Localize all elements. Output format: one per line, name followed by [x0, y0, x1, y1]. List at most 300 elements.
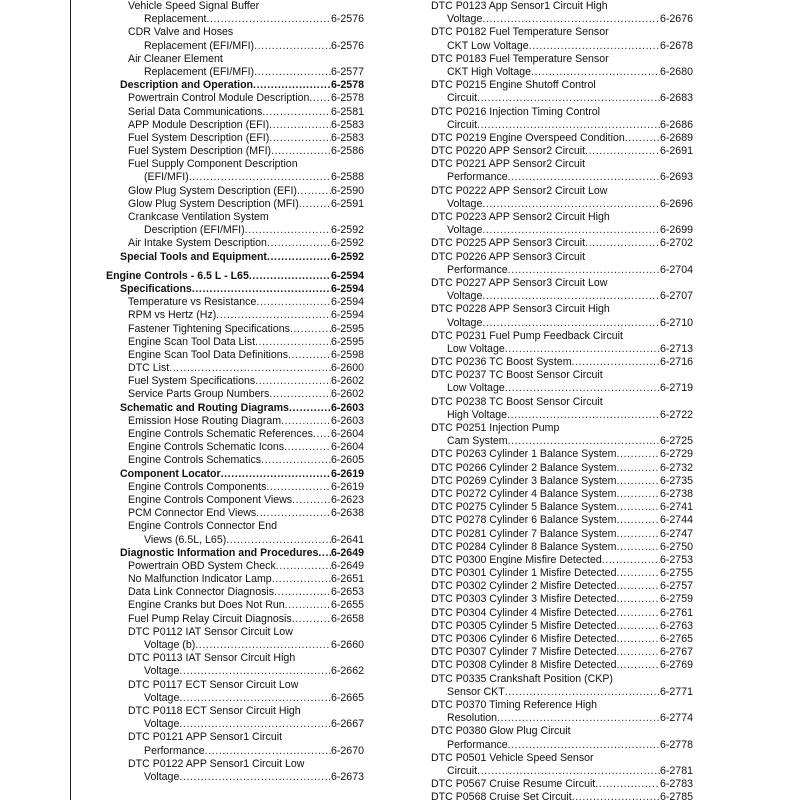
- toc-entry-title: CDR Valve and Hoses: [128, 26, 234, 39]
- margin-rule: [70, 0, 71, 800]
- dot-leader: [226, 534, 331, 547]
- toc-entry: [431, 211, 693, 224]
- toc-page-number: 6-2759: [660, 593, 693, 606]
- toc-entry-title: DTC P0227 APP Sensor3 Circuit Low: [431, 276, 608, 289]
- toc-entry: [106, 639, 364, 652]
- toc-entry: [106, 599, 364, 612]
- toc-entry: [106, 119, 364, 132]
- dot-leader: [195, 639, 331, 652]
- toc-entry: [106, 296, 364, 309]
- toc-entry: [431, 659, 693, 672]
- toc-page-number: 6-2678: [660, 39, 693, 52]
- toc-entry-title: DTC P0182 Fuel Temperature Sensor: [431, 26, 609, 39]
- dot-leader: [595, 778, 660, 791]
- toc-entry-title: Fuel Supply Component Description: [128, 158, 298, 171]
- dot-leader: [269, 388, 331, 401]
- toc-entry-title: Cam System: [447, 435, 508, 448]
- toc-entry-title: Sensor CKT: [447, 685, 505, 698]
- dot-leader: [276, 560, 331, 573]
- toc-entry-title: DTC P0118 ECT Sensor Circuit High: [128, 704, 301, 717]
- toc-entry: [431, 528, 693, 541]
- dot-leader: [508, 435, 660, 448]
- toc-page-number: 6-2763: [660, 619, 693, 632]
- toc-page-number: 6-2577: [331, 65, 364, 78]
- toc-entry-title: Performance: [144, 744, 205, 757]
- toc-page-number: 6-2738: [660, 487, 693, 500]
- toc-entry: [431, 686, 693, 699]
- dot-leader: [290, 323, 331, 336]
- toc-page-number: 6-2586: [331, 145, 364, 158]
- toc-entry: [106, 362, 364, 375]
- toc-page-number: 6-2693: [660, 171, 693, 184]
- toc-entry-title: DTC P0501 Vehicle Speed Sensor: [431, 751, 594, 764]
- dot-leader: [249, 270, 331, 283]
- toc-entry-title: DTC List: [128, 362, 170, 375]
- toc-entry: [106, 13, 364, 26]
- toc-page-number: 6-2753: [660, 553, 693, 566]
- toc-entry-title: Description and Operation: [120, 79, 254, 92]
- toc-page-number: 6-2598: [331, 348, 364, 361]
- toc-entry: [431, 264, 693, 277]
- toc-page-number: 6-2778: [660, 738, 693, 751]
- toc-entry-title: Service Parts Group Numbers: [128, 388, 270, 401]
- toc-entry: [106, 718, 364, 731]
- toc-entry: [431, 40, 693, 53]
- toc-page-number: 6-2605: [331, 454, 364, 467]
- toc-page-number: 6-2590: [331, 184, 364, 197]
- dot-leader: [272, 573, 331, 586]
- dot-leader: [585, 145, 660, 158]
- toc-entry-title: CKT High Voltage: [447, 65, 532, 78]
- toc-entry-title: DTC P0236 TC Boost System: [431, 356, 572, 369]
- toc-entry: [106, 520, 364, 533]
- toc-entry-title: DTC P0225 APP Sensor3 Circuit: [431, 237, 586, 250]
- dot-leader: [284, 441, 331, 454]
- dot-leader: [616, 580, 660, 593]
- toc-entry: [431, 725, 693, 738]
- toc-entry: [431, 435, 693, 448]
- toc-entry-title: DTC P0122 APP Sensor1 Circuit Low: [128, 757, 305, 770]
- toc-entry: [431, 185, 693, 198]
- dot-leader: [602, 554, 660, 567]
- toc-page-number: 6-2774: [660, 712, 693, 725]
- dot-leader: [616, 475, 660, 488]
- toc-entry: [431, 739, 693, 752]
- toc-page-number: 6-2576: [331, 39, 364, 52]
- toc-entry: [431, 13, 693, 26]
- toc-page-number: 6-2576: [331, 13, 364, 26]
- toc-entry-title: DTC P0183 Fuel Temperature Sensor: [431, 52, 609, 65]
- toc-entry: [106, 665, 364, 678]
- toc-page-number: 6-2673: [331, 770, 364, 783]
- toc-page-number: 6-2785: [660, 791, 693, 804]
- toc-entry-title: DTC P0216 Injection Timing Control: [431, 105, 600, 118]
- toc-entry: [431, 317, 693, 330]
- toc-entry: [431, 646, 693, 659]
- dot-leader: [269, 132, 331, 145]
- toc-entry-title: DTC P0123 App Sensor1 Circuit High: [431, 0, 608, 12]
- dot-leader: [192, 283, 331, 296]
- toc-entry-title: DTC P0305 Cylinder 5 Misfire Detected: [431, 619, 617, 632]
- toc-entry: [431, 106, 693, 119]
- toc-entry: [106, 494, 364, 507]
- toc-page-number: 6-2761: [660, 606, 693, 619]
- toc-page-number: 6-2699: [660, 224, 693, 237]
- toc-entry: [106, 415, 364, 428]
- toc-entry: [106, 40, 364, 53]
- dot-leader: [505, 686, 660, 699]
- toc-entry-title: Data Link Connector Diagnosis: [128, 586, 275, 599]
- dot-leader: [508, 264, 660, 277]
- toc-entry-title: Voltage: [447, 316, 483, 329]
- toc-entry: [431, 712, 693, 725]
- dot-leader: [616, 607, 660, 620]
- toc-entry-title: DTC P0304 Cylinder 4 Misfire Detected: [431, 606, 617, 619]
- dot-leader: [616, 567, 660, 580]
- toc-entry: [431, 198, 693, 211]
- toc-entry: [106, 652, 364, 665]
- toc-entry: [431, 488, 693, 501]
- toc-entry-title: DTC P0303 Cylinder 3 Misfire Detected: [431, 593, 617, 606]
- toc-entry-title: DTC P0281 Cylinder 7 Balance System: [431, 527, 617, 540]
- toc-page-number: 6-2732: [660, 461, 693, 474]
- toc-entry: [431, 369, 693, 382]
- dot-leader: [585, 237, 660, 250]
- dot-leader: [254, 66, 331, 79]
- toc-entry-title: DTC P0306 Cylinder 6 Misfire Detected: [431, 633, 617, 645]
- dot-leader: [572, 791, 660, 804]
- dot-leader: [267, 237, 331, 250]
- toc-page-number: 6-2595: [331, 335, 364, 348]
- toc-entry: [106, 388, 364, 401]
- dot-leader: [255, 375, 331, 388]
- toc-entry-title: Powertrain Control Module Description: [128, 92, 310, 105]
- toc-page-number: 6-2623: [331, 493, 364, 506]
- toc-page-number: 6-2600: [331, 362, 364, 375]
- toc-entry: [106, 679, 364, 692]
- dot-leader: [529, 40, 660, 53]
- toc-entry-title: DTC P0568 Cruise Set Circuit: [431, 791, 572, 804]
- toc-entry-title: Replacement: [144, 13, 207, 26]
- toc-entry-title: Glow Plug System Description (EFI): [128, 184, 297, 197]
- toc-entry: [106, 145, 364, 158]
- toc-entry-title: RPM vs Hertz (Hz): [128, 309, 217, 322]
- dot-leader: [477, 92, 660, 105]
- toc-page-number: 6-2588: [331, 171, 364, 184]
- toc-entry-title: Diagnostic Information and Procedures: [120, 546, 319, 559]
- toc-entry-title: (EFI/MFI): [144, 171, 189, 184]
- dot-leader: [318, 547, 331, 560]
- toc-entry-title: Performance: [447, 738, 508, 751]
- toc-page-number: 6-2619: [331, 467, 364, 480]
- toc-entry-title: Voltage: [447, 197, 483, 210]
- dot-leader: [482, 13, 660, 26]
- toc-page-number: 6-2594: [331, 282, 364, 295]
- toc-entry: [106, 428, 364, 441]
- dot-leader: [531, 66, 660, 79]
- toc-entry-title: DTC P0263 Cylinder 1 Balance System: [431, 448, 617, 461]
- dot-leader: [477, 765, 660, 778]
- toc-page-number: 6-2594: [331, 269, 364, 282]
- dot-leader: [281, 415, 331, 428]
- toc-entry: [431, 462, 693, 475]
- toc-entry: [431, 620, 693, 633]
- toc-entry-title: CKT Low Voltage: [447, 39, 529, 52]
- toc-entry-title: DTC P0215 Engine Shutoff Control: [431, 79, 596, 92]
- toc-entry: [106, 731, 364, 744]
- toc-section-heading: [106, 251, 364, 264]
- toc-entry: [431, 448, 693, 461]
- toc-entry: [431, 422, 693, 435]
- toc-entry-title: DTC P0226 APP Sensor3 Circuit: [431, 250, 586, 263]
- toc-page-number: 6-2583: [331, 131, 364, 144]
- toc-entry-title: Voltage: [144, 718, 180, 731]
- toc-page-number: 6-2767: [660, 646, 693, 659]
- toc-entry: [106, 613, 364, 626]
- toc-entry: [431, 290, 693, 303]
- toc-page-number: 6-2638: [331, 507, 364, 520]
- toc-entry-title: DTC P0231 Fuel Pump Feedback Circuit: [431, 329, 623, 342]
- toc-entry: [431, 514, 693, 527]
- toc-entry-title: Vehicle Speed Signal Buffer: [128, 0, 260, 12]
- toc-entry: [106, 745, 364, 758]
- toc-page-number: 6-2641: [331, 533, 364, 546]
- toc-entry-title: Fastener Tightening Specifications: [128, 322, 290, 335]
- toc-entry: [431, 475, 693, 488]
- toc-entry: [106, 66, 364, 79]
- toc-entry-title: Engine Controls Components: [128, 480, 267, 493]
- toc-entry: [106, 26, 364, 39]
- toc-entry-title: DTC P0223 APP Sensor2 Circuit High: [431, 211, 610, 223]
- dot-leader: [616, 646, 660, 659]
- toc-entry: [431, 158, 693, 171]
- toc-entry: [431, 673, 693, 686]
- dot-leader: [261, 454, 331, 467]
- toc-entry: [106, 626, 364, 639]
- toc-entry-title: Voltage: [447, 224, 483, 237]
- toc-page-number: 6-2704: [660, 263, 693, 276]
- toc-entry: [431, 607, 693, 620]
- dot-leader: [292, 613, 331, 626]
- dot-leader: [216, 309, 331, 322]
- toc-page-number: 6-2594: [331, 309, 364, 322]
- toc-entry: [106, 349, 364, 362]
- toc-entry: [106, 132, 364, 145]
- toc-page-number: 6-2710: [660, 316, 693, 329]
- toc-entry: [106, 211, 364, 224]
- dot-leader: [616, 659, 660, 672]
- toc-entry: [106, 692, 364, 705]
- toc-page-number: 6-2578: [331, 79, 364, 92]
- toc-entry-title: Engine Scan Tool Data List: [128, 335, 256, 348]
- dot-leader: [285, 599, 331, 612]
- dot-leader: [482, 224, 660, 237]
- toc-entry-title: Serial Data Communications: [128, 105, 263, 118]
- toc-page-number: 6-2781: [660, 764, 693, 777]
- toc-page-number: 6-2735: [660, 474, 693, 487]
- toc-entry: [106, 758, 364, 771]
- toc-entry: [106, 705, 364, 718]
- toc-entry: [106, 92, 364, 105]
- toc-entry-title: Fuel System Specifications: [128, 375, 256, 388]
- toc-entry: [431, 765, 693, 778]
- toc-entry-title: DTC P0301 Cylinder 1 Misfire Detected: [431, 567, 617, 580]
- toc-entry: [106, 454, 364, 467]
- toc-page-number: 6-2676: [660, 13, 693, 26]
- dot-leader: [254, 40, 331, 53]
- toc-entry-title: DTC P0308 Cylinder 8 Misfire Detected: [431, 659, 617, 672]
- dot-leader: [289, 402, 331, 415]
- toc-entry: [106, 771, 364, 784]
- toc-entry-title: DTC P0380 Glow Plug Circuit: [431, 725, 571, 738]
- dot-leader: [625, 132, 660, 145]
- toc-page-number: 6-2725: [660, 435, 693, 448]
- dot-leader: [477, 119, 660, 132]
- toc-entry: [431, 593, 693, 606]
- toc-page-number: 6-2592: [331, 224, 364, 237]
- toc-entry-title: Engine Controls - 6.5 L - L65: [106, 269, 249, 282]
- toc-entry: [106, 106, 364, 119]
- toc-entry-title: Temperature vs Resistance: [128, 296, 257, 309]
- toc-entry-title: APP Module Description (EFI): [128, 118, 270, 131]
- toc-page-number: 6-2707: [660, 290, 693, 303]
- dot-leader: [482, 198, 660, 211]
- toc-entry: [431, 791, 693, 804]
- toc-page-number: 6-2729: [660, 448, 693, 461]
- toc-entry-title: DTC P0237 TC Boost Sensor Circuit: [431, 369, 603, 382]
- dot-leader: [269, 119, 331, 132]
- toc-page-number: 6-2651: [331, 573, 364, 586]
- dot-leader: [309, 92, 331, 105]
- toc-page-number: 6-2755: [660, 567, 693, 580]
- toc-section-heading: [106, 270, 364, 283]
- toc-entry: [106, 158, 364, 171]
- toc-section-heading: [106, 79, 364, 92]
- toc-page-number: 6-2680: [660, 65, 693, 78]
- toc-entry-title: Engine Scan Tool Data Definitions: [128, 348, 288, 361]
- toc-entry-title: DTC P0220 APP Sensor2 Circuit: [431, 145, 586, 158]
- dot-leader: [267, 251, 331, 264]
- dot-leader: [179, 692, 331, 705]
- toc-entry: [431, 382, 693, 395]
- toc-entry: [106, 198, 364, 211]
- dot-leader: [616, 541, 660, 554]
- toc-page-number: 6-2595: [331, 322, 364, 335]
- toc-entry-title: Special Tools and Equipment: [120, 250, 267, 263]
- dot-leader: [505, 343, 660, 356]
- dot-leader: [616, 620, 660, 633]
- toc-entry-title: DTC P0251 Injection Pump: [431, 422, 560, 434]
- dot-leader: [221, 468, 331, 481]
- dot-leader: [616, 501, 660, 514]
- toc-page-number: 6-2594: [331, 296, 364, 309]
- toc-entry-title: Voltage: [447, 13, 483, 26]
- toc-entry: [106, 441, 364, 454]
- toc-entry: [106, 560, 364, 573]
- toc-page-number: 6-2603: [331, 414, 364, 427]
- toc-entry-title: DTC P0284 Cylinder 8 Balance System: [431, 540, 617, 553]
- toc-entry-title: DTC P0113 IAT Sensor Circuit High: [128, 652, 296, 665]
- toc-entry: [431, 580, 693, 593]
- toc-entry-title: Circuit: [447, 764, 478, 777]
- toc-entry: [431, 251, 693, 264]
- toc-entry-title: Performance: [447, 171, 508, 184]
- toc-page-number: 6-2722: [660, 408, 693, 421]
- toc-entry-title: DTC P0117 ECT Sensor Circuit Low: [128, 678, 299, 691]
- toc-entry-title: Engine Controls Schematics: [128, 454, 262, 467]
- toc-page-number: 6-2592: [331, 250, 364, 263]
- toc-entry: [106, 481, 364, 494]
- toc-entry-title: Circuit: [447, 118, 478, 131]
- toc-page-number: 6-2769: [660, 659, 693, 672]
- toc-page-number: 6-2604: [331, 428, 364, 440]
- toc-entry-title: Emission Hose Routing Diagram: [128, 414, 282, 427]
- toc-entry: [431, 567, 693, 580]
- toc-entry-title: Engine Controls Component Views: [128, 493, 293, 506]
- toc-entry: [106, 171, 364, 184]
- toc-entry: [431, 79, 693, 92]
- dot-leader: [179, 665, 331, 678]
- toc-entry-title: DTC P0219 Engine Overspeed Condition: [431, 131, 625, 144]
- toc-entry-title: DTC P0307 Cylinder 7 Misfire Detected: [431, 646, 617, 659]
- toc-entry: [431, 554, 693, 567]
- toc-entry-title: DTC P0266 Cylinder 2 Balance System: [431, 461, 617, 474]
- dot-leader: [507, 409, 660, 422]
- dot-leader: [179, 718, 331, 731]
- toc-entry: [431, 171, 693, 184]
- toc-entry-title: Replacement (EFI/MFI): [144, 39, 255, 52]
- toc-entry-title: Engine Controls Schematic Icons: [128, 441, 285, 454]
- dot-leader: [299, 198, 331, 211]
- dot-leader: [482, 290, 660, 303]
- toc-page-number: 6-2686: [660, 118, 693, 131]
- toc-entry: [431, 343, 693, 356]
- toc-entry: [431, 699, 693, 712]
- toc-page-number: 6-2716: [660, 356, 693, 369]
- toc-entry-title: DTC P0370 Timing Reference High: [431, 698, 598, 711]
- toc-entry-title: Voltage: [144, 665, 180, 678]
- toc-page-number: 6-2741: [660, 501, 693, 514]
- toc-page-number: 6-2696: [660, 197, 693, 210]
- dot-leader: [616, 514, 660, 527]
- toc-entry: [431, 356, 693, 369]
- toc-entry: [106, 573, 364, 586]
- toc-entry-title: Performance: [447, 263, 508, 276]
- dot-leader: [271, 145, 331, 158]
- dot-leader: [505, 382, 660, 395]
- toc-entry: [431, 92, 693, 105]
- toc-entry: [106, 336, 364, 349]
- toc-entry: [431, 132, 693, 145]
- toc-entry-title: DTC P0221 APP Sensor2 Circuit: [431, 158, 586, 171]
- dot-leader: [179, 771, 331, 784]
- toc-entry-title: Voltage: [144, 691, 180, 704]
- dot-leader: [616, 593, 660, 606]
- toc-entry-title: Glow Plug System Description (MFI): [128, 197, 299, 210]
- dot-leader: [256, 507, 331, 520]
- toc-entry: [106, 237, 364, 250]
- toc-entry-title: Fuel System Description (EFI): [128, 131, 270, 144]
- toc-page-number: 6-2662: [331, 665, 364, 678]
- toc-entry-title: Resolution: [447, 712, 498, 725]
- toc-entry-title: Air Intake System Description: [128, 237, 267, 250]
- toc-page-number: 6-2578: [331, 92, 364, 105]
- dot-leader: [262, 106, 331, 119]
- dot-leader: [205, 745, 331, 758]
- toc-entry: [431, 66, 693, 79]
- toc-entry-title: Low Voltage: [447, 342, 505, 355]
- toc-entry: [106, 53, 364, 66]
